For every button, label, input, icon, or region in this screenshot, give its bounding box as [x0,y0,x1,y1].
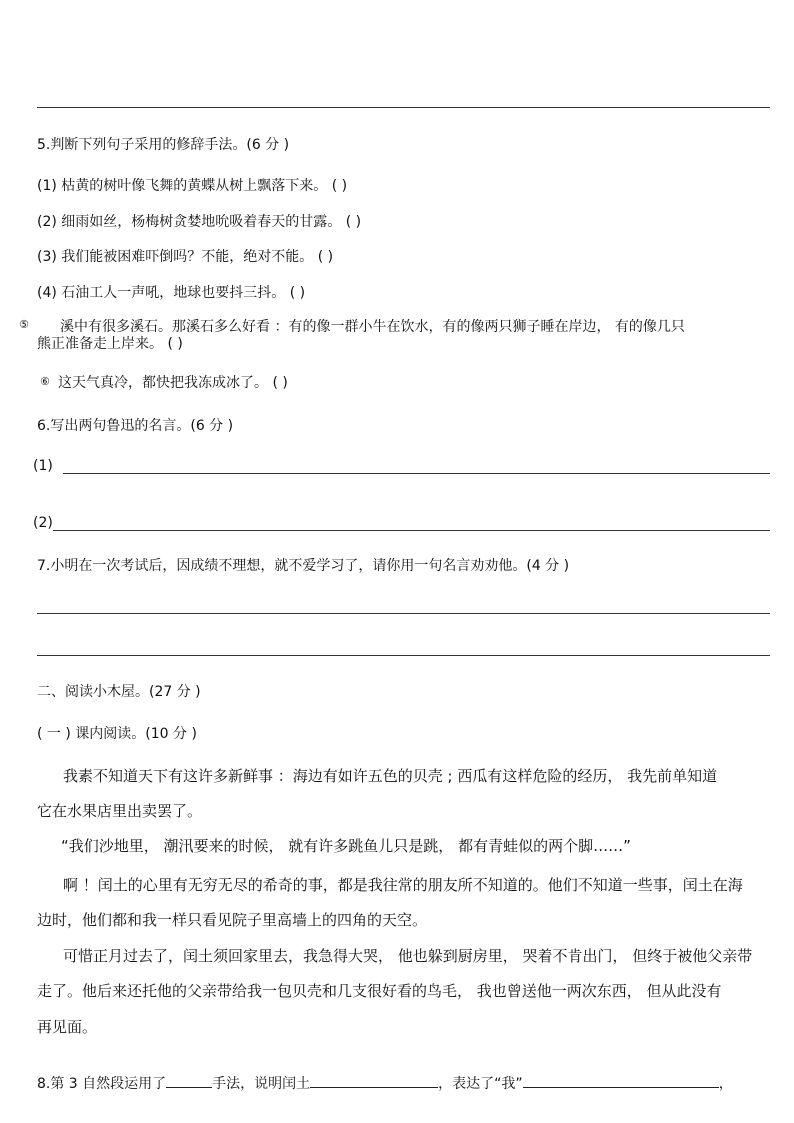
q6-answer-line-2[interactable] [53,530,770,531]
q5-item-6-marker: ⑥ [40,375,50,388]
q8-blank-1[interactable] [166,1073,212,1088]
passage-p3-line-1: 啊 ！闰土的心里有无穷无尽的希奇的事，都是我往常的朋友所不知道的。他们不知道一些事，闰土在海 [63,876,743,894]
passage-p1-line-2: 它在水果店里出卖罢了。 [37,802,203,820]
q5-item-5-line-2: 熊正准备走上岸来。 ( ) [37,336,183,352]
q5-item-6: 这天气真冷，都快把我冻成冰了。 ( ) [58,375,288,391]
q7-title: 7.小明在一次考试后，因成绩不理想，就不爱学习了，请你用一句名言劝劝他。(4 分 ) [37,558,570,574]
q5-title: 5.判断下列句子采用的修辞手法。(6 分 ) [37,137,290,153]
q6-line-2-label: (2) [33,515,53,531]
q5-item-2: (2) 细雨如丝，杨梅树贪婪地吮吸着春天的甘露。 ( ) [37,214,362,230]
passage-p2: “我们沙地里， 潮汛要来的时候， 就有许多跳鱼儿只是跳， 都有青蛙似的两个脚……” [61,837,631,855]
q6-title: 6.写出两句鲁迅的名言。(6 分 ) [37,418,234,434]
section-2-title: 二、阅读小木屋。(27 分 ) [37,684,201,700]
q8-part-2: 手法，说明闰土 [212,1076,311,1092]
q8-question [37,1073,733,1093]
passage-p4-line-2: 走了。他后来还托他的父亲带给我一包贝壳和几支很好看的鸟毛， 我也曾送他一两次东西， 但从此没有 [37,982,722,1000]
q6-line-1-label: (1) [33,458,53,474]
q5-item-3: (3) 我们能被困难吓倒吗？不能，绝对不能。 ( ) [37,249,334,265]
passage-p1-line-1: 我素不知道天下有这许多新鲜事 ：海边有如许五色的贝壳 ; 西瓜有这样危险的经历， 我先前单知道 [63,767,718,785]
passage-p4-line-3: 再见面。 [37,1018,98,1036]
q8-blank-3[interactable] [523,1073,719,1088]
section-2-subtitle: ( 一 ) 课内阅读。(10 分 ) [37,726,197,742]
answer-line-top [37,107,770,108]
q6-answer-line-1[interactable] [63,473,770,474]
q5-item-5-marker: ⑤ [19,318,29,331]
q7-answer-line-1[interactable] [37,613,770,614]
q8-part-3: ，表达了“我” [438,1076,523,1092]
q7-answer-line-2[interactable] [37,655,770,656]
passage-p3-line-2: 边时，他们都和我一样只看见院子里高墙上的四角的天空。 [37,911,428,929]
q8-part-1: 8.第 3 自然段运用了 [37,1076,167,1092]
q5-item-4: (4) 石油工人一声吼，地球也要抖三抖。 ( ) [37,285,306,301]
q8-blank-2[interactable] [310,1073,438,1088]
q8-part-4: ， [718,1076,733,1092]
q5-item-1: (1) 枯黄的树叶像飞舞的黄蝶从树上飘落下来。 ( ) [37,178,348,194]
q5-item-5-line-1: 溪中有很多溪石。那溪石多么好看 ：有的像一群小牛在饮水，有的像两只狮子睡在岸边， 有的像几只 [60,319,685,335]
passage-p4-line-1: 可惜正月过去了，闰土须回家里去，我急得大哭， 他也躲到厨房里， 哭着不肯出门， 但终于被他父亲带 [63,947,753,965]
